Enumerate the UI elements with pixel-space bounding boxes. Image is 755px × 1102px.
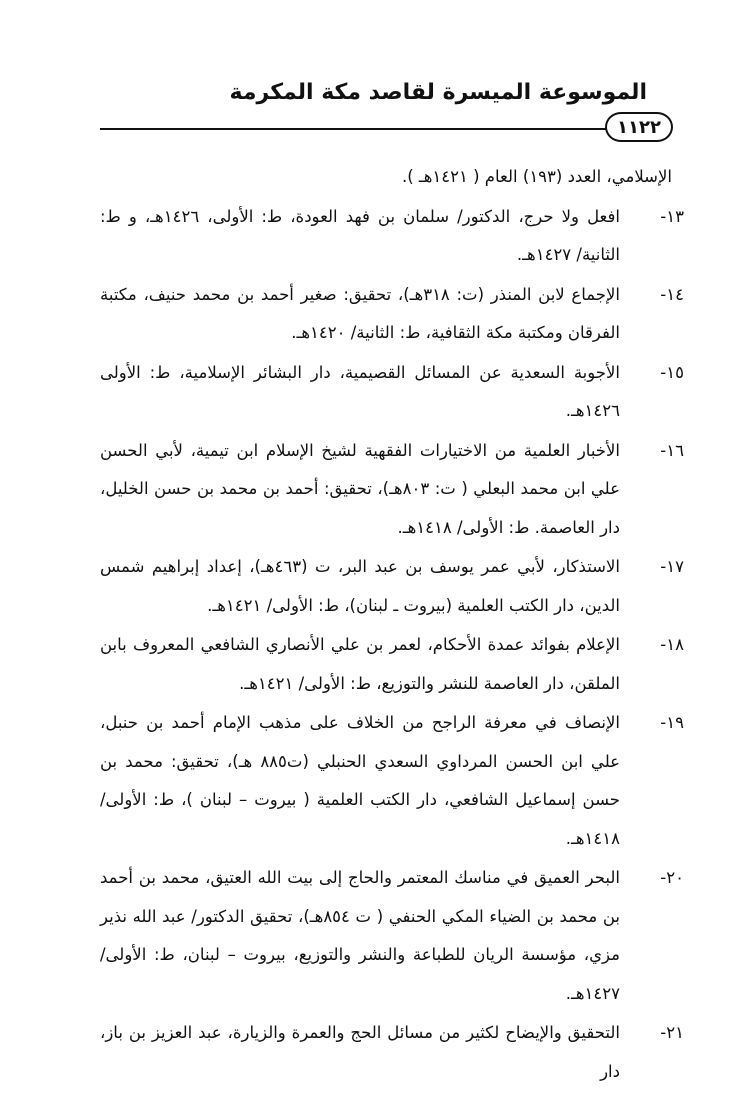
entry-text: الإسلامي، العدد (١٩٣) العام ( ١٤٢١هـ ). bbox=[401, 167, 672, 186]
entry-text: التحقيق والإيضاح لكثير من مسائل الحج والعمرة والزيارة، عبد العزيز بن باز، دار bbox=[100, 1023, 620, 1081]
bibliography-entry bbox=[100, 548, 684, 625]
entry-text: الإنصاف في معرفة الراجح من الخلاف على مذهب الإمام أحمد بن حنبل، علي ابن الحسن المرداوي السعدي الحنبلي (ت٨٨٥ هـ)، تحقيق: محمد بن حسن إسماعيل الشافعي، دار الكتب العلمية ( بيروت – لبنان )، ط: الأولى/ ١٤١٨هـ. bbox=[100, 713, 620, 848]
bibliography-entry bbox=[100, 704, 684, 858]
entry-number: ١٣- bbox=[660, 206, 684, 226]
bibliography-entry bbox=[100, 276, 684, 353]
bibliography-entry bbox=[100, 626, 684, 703]
entry-number: ١٦- bbox=[660, 440, 684, 460]
entry-text: الأخبار العلمية من الاختيارات الفقهية لشيخ الإسلام ابن تيمية، لأبي الحسن علي ابن محمد البعلي ( ت: ٨٠٣هـ)، تحقيق: أحمد بن محمد بن حسن الخليل، دار العاصمة. ط: الأولى/ ١٤١٨هـ. bbox=[100, 440, 620, 537]
bibliography-entry-continuation bbox=[100, 158, 672, 197]
running-title: الموسوعة الميسرة لقاصد مكة المكرمة bbox=[229, 80, 647, 105]
entry-number: ١٨- bbox=[660, 635, 684, 654]
header-rule bbox=[100, 128, 610, 130]
entry-number: ٢٠- bbox=[660, 868, 684, 887]
bibliography-entry bbox=[100, 198, 684, 275]
entry-text: الإجماع لابن المنذر (ت: ٣١٨هـ)، تحقيق: صغير أحمد بن محمد حنيف، مكتبة الفرقان ومكتبة مكة الثقافية، ط: الثانية/ ١٤٢٠هـ. bbox=[100, 284, 620, 342]
bibliography-entry bbox=[100, 859, 684, 1013]
entry-text: البحر العميق في مناسك المعتمر والحاج إلى بيت الله العتيق، محمد بن أحمد بن محمد بن الضياء المكي الحنفي ( ت ٨٥٤هـ)، تحقيق الدكتور/ عبد الله نذير مزي، مؤسسة الريان للطباعة والنشر والتوزيع، بيروت – لبنان، ط: الأولى/ ١٤٢٧هـ. bbox=[100, 868, 620, 1003]
entry-text: الاستذكار، لأبي عمر يوسف بن عبد البر، ت (٤٦٣هـ)، إعداد إبراهيم شمس الدين، دار الكتب العلمية (بيروت ـ لبنان)، ط: الأولى/ ١٤٢١هـ. bbox=[100, 557, 620, 615]
page-header bbox=[0, 60, 755, 138]
entry-number: ١٩- bbox=[660, 713, 684, 732]
entry-text: الأجوبة السعدية عن المسائل القصيمية، دار البشائر الإسلامية، ط: الأولى ١٤٢٦هـ. bbox=[100, 362, 620, 420]
entry-number: ٢١- bbox=[660, 1023, 684, 1042]
bibliography-entry bbox=[100, 1014, 684, 1091]
bibliography-entry bbox=[100, 432, 684, 548]
entry-text: افعل ولا حرج، الدكتور/ سلمان بن فهد العودة، ط: الأولى، ١٤٢٦هـ، و ط: الثانية/ ١٤٢٧هـ. bbox=[100, 206, 620, 264]
page-number: ١١٢٢ bbox=[605, 112, 673, 142]
bibliography-entry bbox=[100, 354, 684, 431]
entry-number: ١٧- bbox=[660, 557, 684, 576]
entry-text: الإعلام بفوائد عمدة الأحكام، لعمر بن علي الأنصاري الشافعي المعروف بابن الملقن، دار العاصمة للنشر والتوزيع، ط: الأولى/ ١٤٢١هـ. bbox=[100, 635, 620, 693]
bibliography-list bbox=[100, 158, 684, 1092]
entry-number: ١٥- bbox=[660, 362, 684, 382]
entry-number: ١٤- bbox=[660, 284, 684, 304]
